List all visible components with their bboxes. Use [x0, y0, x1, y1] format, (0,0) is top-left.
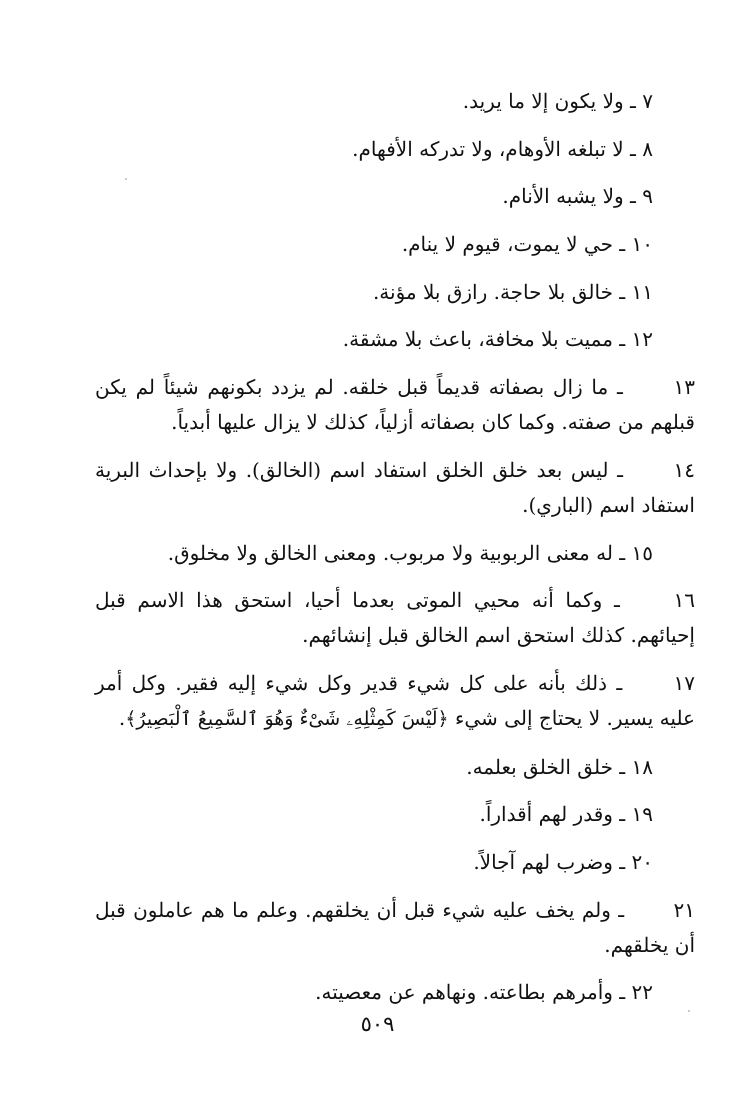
- list-item: [95, 322, 695, 357]
- item-text: خالق بلا حاجة. رازق بلا مؤنة.: [372, 279, 613, 304]
- item-number: ١٠: [631, 232, 653, 257]
- item-number: ٧: [642, 89, 653, 113]
- item-separator: ـ: [619, 279, 626, 304]
- list-item: [95, 536, 695, 571]
- item-text: حي لا يموت، قيوم لا ينام.: [401, 232, 613, 257]
- scan-speck: [688, 1010, 690, 1012]
- item-text: وضرب لهم آجالاً.: [473, 849, 613, 874]
- list-item: [95, 893, 695, 963]
- item-text: له معنى الربوبية ولا مربوب. ومعنى الخالق ولا مخلوق.: [167, 540, 613, 565]
- item-separator: ـ: [616, 670, 623, 695]
- item-separator: ـ: [619, 327, 626, 352]
- item-text: ولا يكون إلا ما يريد.: [462, 89, 624, 113]
- list-item: [95, 227, 695, 262]
- item-number: ١٢: [631, 327, 653, 352]
- item-separator: ـ: [613, 588, 620, 613]
- item-separator: ـ: [619, 980, 626, 1005]
- item-number: ٢١: [673, 897, 695, 922]
- item-tail: .: [118, 705, 126, 730]
- item-number: ١١: [631, 279, 653, 304]
- list-item: [95, 666, 695, 737]
- item-number: ١٧: [673, 670, 696, 695]
- item-text: وقدر لهم أقداراً.: [479, 802, 613, 827]
- item-text: ليس بعد خلق الخلق استفاد اسم (الخالق). ولا بإحداث البرية استفاد اسم (الباري).: [95, 457, 695, 517]
- list-item: [95, 179, 695, 214]
- list-item: [95, 132, 695, 167]
- item-number: ٢٢: [631, 980, 653, 1005]
- scan-speck: [125, 178, 127, 180]
- document-body: [95, 84, 695, 1023]
- item-separator: ـ: [619, 232, 626, 257]
- item-separator: ـ: [619, 754, 626, 779]
- item-number: ١٩: [631, 802, 653, 827]
- item-text: مميت بلا مخافة، باعث بلا مشقة.: [342, 327, 613, 352]
- item-number: ١٤: [673, 457, 696, 482]
- list-item: [95, 453, 695, 523]
- list-item: [95, 275, 695, 310]
- list-item: [95, 797, 695, 832]
- item-text: وأمرهم بطاعته. ونهاهم عن معصيته.: [315, 980, 613, 1005]
- item-separator: ـ: [618, 897, 625, 922]
- item-text: ما زال بصفاته قديماً قبل خلقه. لم يزدد بكونهم شيئاً لم يكن قبلهم من صفته. وكما كان بصفاته أزلياً، كذلك لا يزال عليها أبدياً.: [95, 375, 695, 435]
- item-separator: ـ: [630, 184, 636, 209]
- item-number: ١٦: [673, 588, 695, 613]
- quran-verse: ﴿لَيْسَ كَمِثْلِهِۦ شَىْءٌ وَهُوَ ٱلسَّمِيعُ ٱلْبَصِيرُ﴾: [125, 707, 449, 730]
- page-number: ٥٠٩: [360, 1012, 395, 1036]
- item-separator: ـ: [617, 457, 623, 482]
- list-item: [95, 975, 695, 1010]
- item-text: ذلك بأنه على كل شيء قدير وكل شيء إليه فقير. وكل أمر عليه يسير. لا يحتاج إلى شيء: [95, 670, 695, 730]
- list-item: [95, 583, 695, 653]
- item-text: ولا يشبه الأنام.: [502, 184, 624, 209]
- item-separator: ـ: [619, 802, 626, 827]
- item-text: وكما أنه محيي الموتى بعدما أحيا، استحق هذا الاسم قبل إحيائهم. كذلك استحق اسم الخالق قبل إنشائهم.: [95, 588, 695, 648]
- item-number: ٨: [642, 136, 653, 161]
- item-number: ٩: [642, 184, 653, 209]
- item-text: خلق الخلق بعلمه.: [466, 754, 613, 779]
- item-separator: ـ: [630, 136, 636, 161]
- item-text: لا تبلغه الأوهام، ولا تدركه الأفهام.: [352, 136, 624, 161]
- item-number: ٢٠: [631, 849, 653, 874]
- item-separator: ـ: [619, 849, 626, 874]
- item-separator: ـ: [616, 375, 623, 400]
- list-item: [95, 750, 695, 785]
- item-separator: ـ: [630, 89, 636, 113]
- list-item: [95, 84, 695, 119]
- item-number: ١٨: [631, 754, 653, 779]
- item-number: ١٣: [673, 375, 696, 400]
- item-separator: ـ: [619, 540, 626, 565]
- item-text: ولم يخف عليه شيء قبل أن يخلقهم. وعلم ما هم عاملون قبل أن يخلقهم.: [95, 897, 695, 957]
- list-item: [95, 845, 695, 880]
- item-number: ١٥: [631, 540, 653, 565]
- list-item: [95, 370, 695, 440]
